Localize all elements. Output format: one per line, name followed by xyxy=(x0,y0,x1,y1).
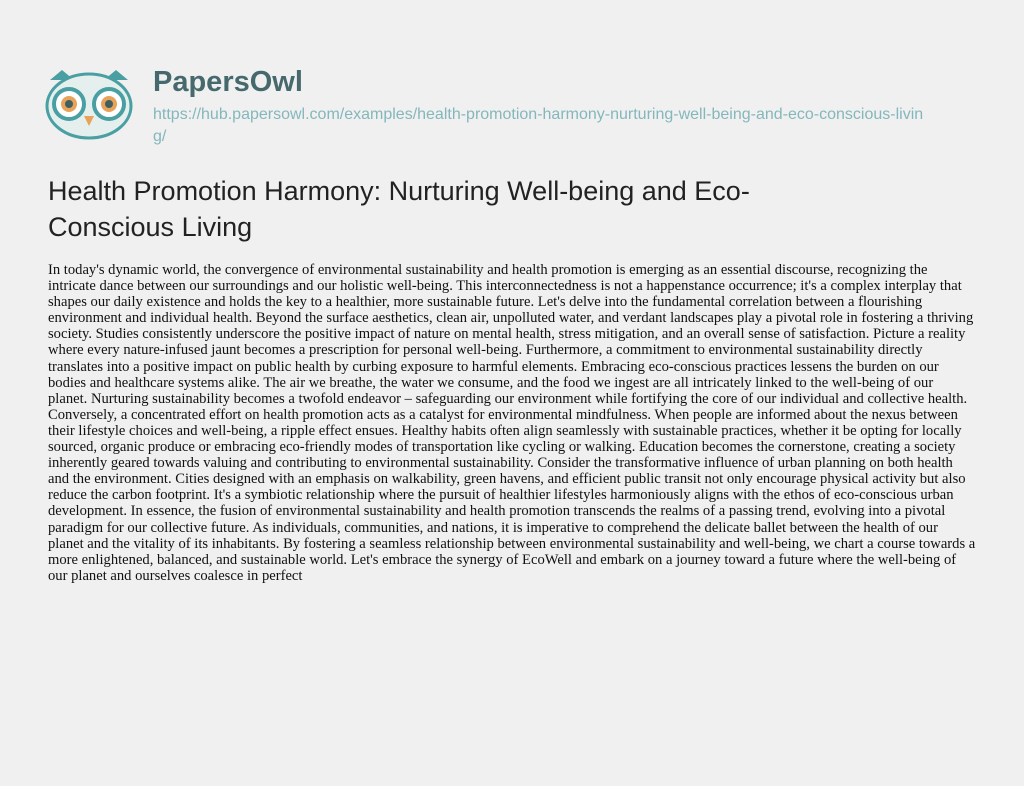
brand-name[interactable]: PapersOwl xyxy=(153,66,303,98)
source-url-link[interactable]: https://hub.papersowl.com/examples/health-promotion-harmony-nurturing-well-being-and-eco-conscious-living/ xyxy=(153,106,924,145)
owl-logo-icon[interactable] xyxy=(40,66,138,142)
site-header xyxy=(40,64,940,154)
page-title: Health Promotion Harmony: Nurturing Well-being and Eco-Conscious Living xyxy=(48,176,750,242)
article-body: In today's dynamic world, the convergence of environmental sustainability and health promotion is emerging as an essential discourse, recognizing the intricate dance between our surroundings and our holistic well-being. This interconnectedness is not a happenstance occurrence; it's a complex interplay that shapes our daily existence and holds the key to a healthier, more sustainable future. Let's delve into the fundamental correlation between a flourishing environment and individual health. Beyond the surface aesthetics, clean air, unpolluted water, and verdant landscapes play a pivotal role in fostering a thriving society. Studies consistently underscore the positive impact of nature on mental health, stress mitigation, and an overall sense of satisfaction. Picture a reality where every nature-infused jaunt becomes a prescription for personal well-being. Furthermore, a commitment to environmental sustainability directly translates into a positive impact on public health by curbing exposure to harmful elements. Embracing eco-conscious practices lessens the burden on our bodies and healthcare systems alike. The air we breathe, the water we consume, and the food we ingest are all intricately linked to the well-being of our planet. Nurturing sustainability becomes a twofold endeavor – safeguarding our environment while fortifying the core of our individual and collective health. Conversely, a concentrated effort on health promotion acts as a catalyst for environmental mindfulness. When people are informed about the nexus between their lifestyle choices and well-being, a ripple effect ensues. Healthy habits often align seamlessly with sustainable practices, whether it be opting for locally sourced, organic produce or embracing eco-friendly modes of transportation like cycling or walking. Education becomes the cornerstone, creating a society inherently geared towards valuing and contributing to environmental sustainability. Consider the transformative influence of urban planning on both health and the environment. Cities designed with an emphasis on walkability, green havens, and efficient public transit not only encourage physical activity but also reduce the carbon footprint. It's a symbiotic relationship where the pursuit of healthier lifestyles harmoniously aligns with the ethos of eco-conscious urban development. In essence, the fusion of environmental sustainability and health promotion transcends the realms of a passing trend, evolving into a pivotal paradigm for our collective future. As individuals, communities, and nations, it is imperative to comprehend the delicate ballet between the health of our planet and the vitality of its inhabitants. By fostering a seamless relationship between environmental sustainability and well-being, we chart a course towards a more enlightened, balanced, and sustainable world. Let's embrace the synergy of EcoWell and embark on a journey toward a future where the well-being of our planet and ourselves coalesce in perfect xyxy=(48,262,976,584)
